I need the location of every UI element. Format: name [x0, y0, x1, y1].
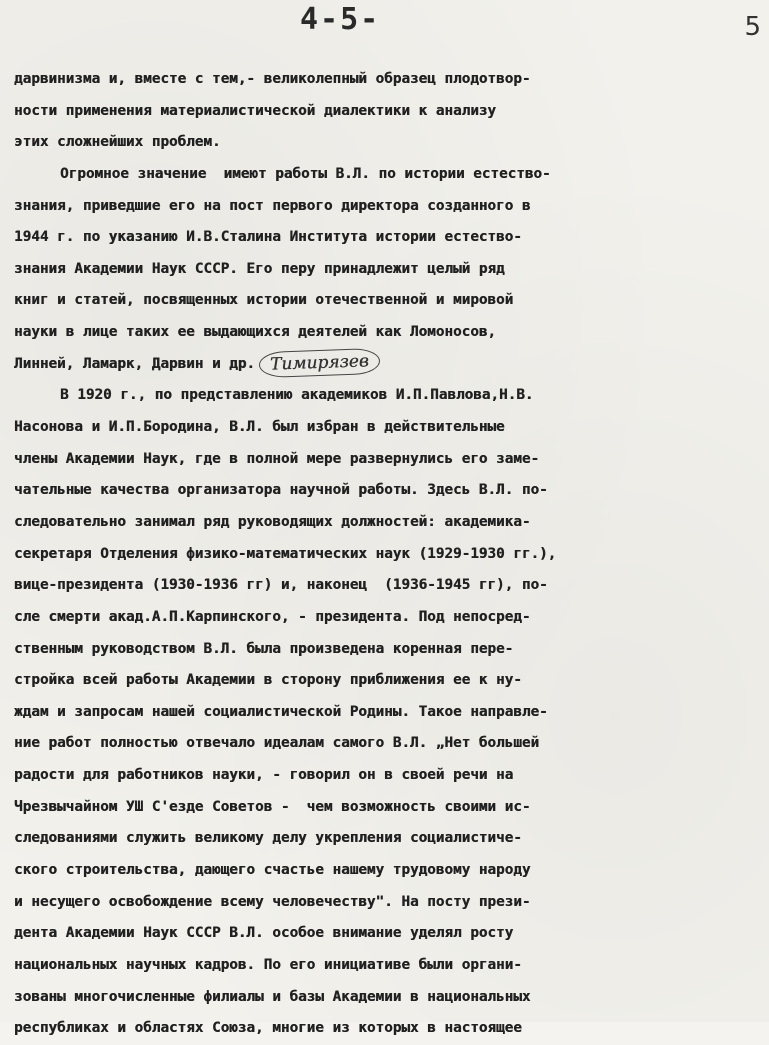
text-line: секретаря Отделения физико-математических наук (1929-1930 гг.), [14, 545, 557, 562]
text-line: науки в лице таких ее выдающихся деятелей как Ломоносов, [14, 324, 497, 341]
text-line: В 1920 г., по представлению академиков И.П.Павлова,Н.В. [60, 387, 534, 404]
text-line: и несущего освобождение всему человечеству". На посту прези- [14, 893, 531, 910]
text-line: ждам и запросам нашей социалистической Родины. Такое направле- [14, 703, 548, 720]
text-line: ского строительства, дающего счастье нашему трудовому народу [14, 862, 531, 879]
text-line: дарвинизма и, вместе с тем,- великолепный образец плодотвор- [14, 71, 531, 87]
text-line: члены Академии Наук, где в полной мере развернулись его заме- [14, 450, 540, 467]
text-line: следованиями служить великому делу укрепления социалистиче- [14, 830, 522, 847]
text-line: ности применения материалистической диалектики к анализу [14, 102, 497, 119]
text-line: знания, приведшие его на пост первого директора созданного в [14, 197, 531, 214]
text-line: Линней, Ламарк, Дарвин и др. [14, 355, 256, 372]
text-line: Чрезвычайном УШ С'езде Советов - чем возможность своими ис- [14, 798, 531, 815]
text-line: ние работ полностью отвечало идеалам самого В.Л. „Нет большей [14, 735, 540, 752]
text-line: следовательно занимал ряд руководящих должностей: академика- [14, 513, 531, 530]
text-line: радости для работников науки, - говорил он в своей речи на [14, 767, 514, 784]
body-text [14, 64, 759, 1045]
text-line: сле смерти акад.А.П.Карпинского, - президента. Под непосред- [14, 608, 531, 625]
text-line: знания Академии Наук СССР. Его перу принадлежит целый ряд [14, 260, 505, 277]
text-line: ственным руководством В.Л. была произведена коренная пере- [14, 640, 514, 657]
text-line: дента Академии Наук СССР В.Л. особое внимание уделял росту [14, 925, 514, 942]
text-line: Насонова и И.П.Бородина, В.Л. был избран в действительные [14, 419, 505, 436]
text-line-with-annotation [14, 349, 759, 381]
text-line: чательные качества организатора научной работы. Здесь В.Л. по- [14, 482, 548, 499]
text-line: зованы многочисленные филиалы и базы Академии в национальных [14, 988, 531, 1005]
text-line: республиках и областях Союза, многие из которых в настоящее [14, 1020, 522, 1037]
handwritten-annotation: Тимирязев [259, 348, 381, 378]
text-line: национальных научных кадров. По его инициативе были органи- [14, 956, 522, 973]
text-line: стройка всей работы Академии в сторону приближения ее к ну- [14, 672, 522, 689]
text-line: Огромное значение имеют работы В.Л. по истории естество- [60, 165, 551, 182]
page-number: 5 [744, 12, 761, 42]
text-line: книг и статей, посвященных истории отечественной и мировой [14, 292, 514, 309]
text-line: вице-президента (1930-1936 гг) и, наконец (1936-1945 гг), по- [14, 577, 548, 594]
handwritten-page-range: 4-5- [300, 2, 381, 37]
text-line: 1944 г. по указанию И.В.Сталина Института истории естество- [14, 229, 522, 246]
text-line: этих сложнейших проблем. [14, 134, 221, 151]
